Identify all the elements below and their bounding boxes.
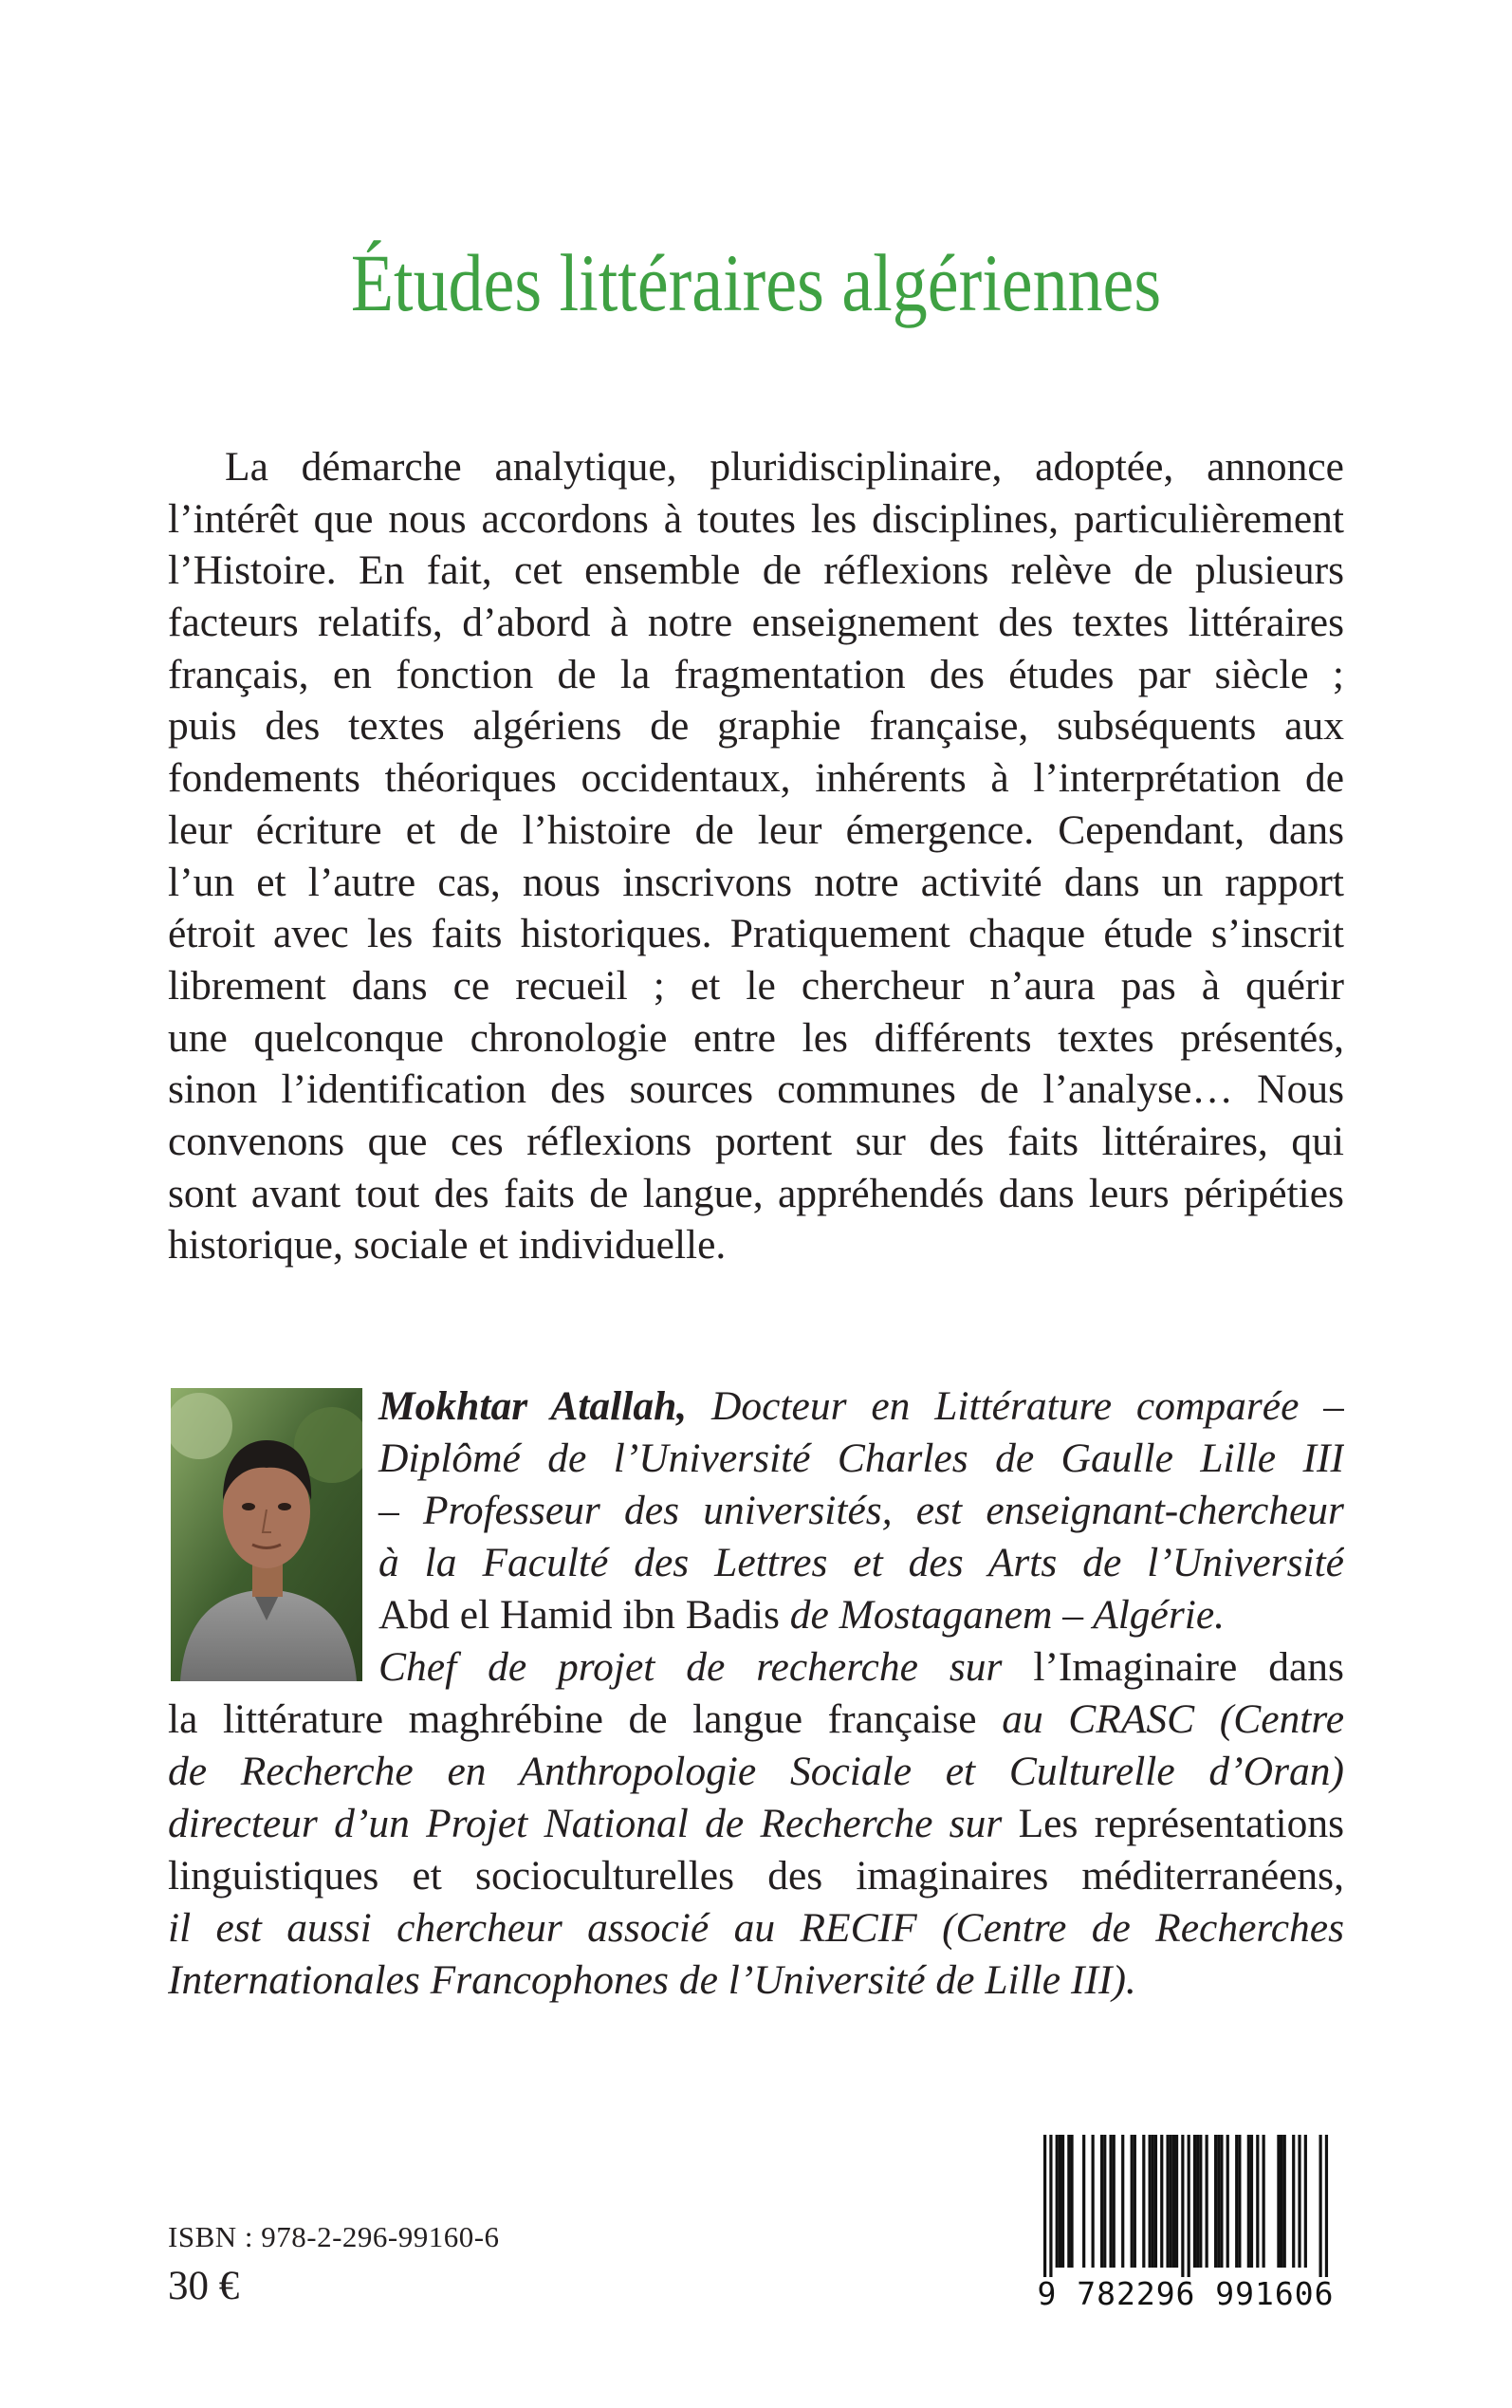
summary-line: convenons que ces réflexions portent sur des faits littéraires, qui <box>168 1118 1344 1164</box>
summary-line: l’un et l’autre cas, nous inscrivons notre activité dans un rapport <box>168 859 1344 905</box>
bio-line: linguistiques et socioculturelles des imaginaires méditerranéens, <box>168 1853 1344 1899</box>
barcode <box>1034 2135 1337 2315</box>
barcode-bar <box>1131 2135 1134 2268</box>
barcode-bar <box>1292 2135 1295 2268</box>
summary-line: puis des textes algériens de graphie française, subséquents aux <box>168 703 1344 750</box>
barcode-bar <box>1166 2135 1169 2268</box>
barcode-bar <box>1175 2135 1178 2268</box>
author-name: Mokhtar Atallah, <box>378 1383 688 1429</box>
summary-line: l’intérêt que nous accordons à toutes les disciplines, particulièrement <box>168 495 1344 542</box>
author-bio <box>168 1380 1344 2007</box>
barcode-bar <box>1152 2135 1154 2268</box>
barcode-bar <box>1134 2135 1136 2268</box>
barcode-bar <box>1149 2135 1152 2268</box>
barcode-bar <box>1304 2135 1307 2268</box>
barcode-bar <box>1100 2135 1103 2268</box>
barcode-bar <box>1235 2135 1238 2268</box>
barcode-bar <box>1067 2135 1070 2268</box>
price-text: 30 € <box>168 2264 240 2308</box>
barcode-bar <box>1061 2135 1064 2268</box>
barcode-bar <box>1172 2135 1175 2268</box>
barcode-bar <box>1238 2135 1241 2268</box>
summary-line: français, en fonction de la fragmentation des études par siècle ; <box>168 651 1344 697</box>
barcode-bar <box>1277 2135 1280 2268</box>
bio-line: Abd el Hamid ibn Badis de Mostaganem – Algérie. <box>378 1592 1226 1638</box>
summary-line: leur écriture et de l’histoire de leur émergence. Cependant, dans <box>168 806 1344 853</box>
barcode-bar <box>1181 2135 1184 2277</box>
barcode-bar <box>1160 2135 1163 2268</box>
barcode-bar <box>1256 2135 1259 2268</box>
bio-line: à la Faculté des Lettres et des Arts de l’Université <box>378 1540 1344 1585</box>
barcode-bar <box>1214 2135 1217 2268</box>
summary-line: sont avant tout des faits de langue, appréhendés dans leurs péripéties <box>168 1170 1344 1216</box>
summary-line: La démarche analytique, pluridisciplinaire, adoptée, annonce <box>225 444 1344 490</box>
summary-paragraph <box>168 441 1344 1271</box>
barcode-bars <box>1034 2135 1337 2277</box>
bio-line: Chef de projet de recherche sur l’Imaginaire dans <box>378 1644 1344 1690</box>
barcode-bar <box>1113 2135 1116 2268</box>
barcode-bar <box>1283 2135 1286 2268</box>
barcode-digits: 9 782296 991606 <box>1037 2275 1335 2312</box>
summary-line: l’Histoire. En fait, cet ensemble de réflexions relève de plusieurs <box>168 547 1344 594</box>
barcode-bar <box>1043 2135 1046 2277</box>
barcode-bar <box>1121 2135 1124 2268</box>
bio-line: directeur d’un Projet National de Recherche sur Les représentations <box>168 1801 1344 1846</box>
summary-line: fondements théoriques occidentaux, inhérents à l’interprétation de <box>168 755 1344 802</box>
bio-line: Internationales Francophones de l’Université de Lille III). <box>168 1957 1136 2003</box>
barcode-bar <box>1325 2135 1328 2277</box>
barcode-bar <box>1109 2135 1112 2268</box>
barcode-bar <box>1250 2135 1253 2268</box>
bio-line: Diplômé de l’Université Charles de Gaulle Lille III <box>378 1436 1344 1481</box>
barcode-bar <box>1199 2135 1202 2268</box>
barcode-bar <box>1056 2135 1059 2268</box>
summary-line: historique, sociale et individuelle. <box>168 1222 727 1269</box>
barcode-bar <box>1142 2135 1145 2268</box>
barcode-bar <box>1103 2135 1106 2268</box>
book-title: Études littéraires algériennes <box>350 237 1162 328</box>
barcode-bar <box>1220 2135 1223 2268</box>
bio-line: de Recherche en Anthropologie Sociale et Culturelle d’Oran) <box>168 1749 1344 1794</box>
bio-line: la littérature maghrébine de langue française au CRASC (Centre <box>168 1696 1344 1742</box>
barcode-bar <box>1059 2135 1061 2268</box>
barcode-bar <box>1170 2135 1172 2268</box>
barcode-bar <box>1319 2135 1322 2277</box>
barcode-bar <box>1049 2135 1052 2277</box>
barcode-bar <box>1188 2135 1190 2277</box>
summary-line: étroit avec les faits historiques. Pratiquement chaque étude s’inscrit <box>168 911 1344 957</box>
bio-line: il est aussi chercheur associé au RECIF (Centre de Recherches <box>168 1905 1344 1951</box>
barcode-bar <box>1193 2135 1196 2268</box>
bio-line: – Professeur des universités, est enseignant-chercheur <box>378 1488 1344 1533</box>
summary-line: une quelconque chronologie entre les différents textes présentés, <box>168 1014 1344 1061</box>
bio-line: Mokhtar Atallah, Docteur en Littérature comparée – <box>378 1383 1344 1429</box>
barcode-bar <box>1263 2135 1265 2268</box>
barcode-bar <box>1247 2135 1250 2268</box>
summary-line: sinon l’identification des sources communes de l’analyse… Nous <box>168 1066 1344 1113</box>
barcode-bar <box>1298 2135 1300 2268</box>
barcode-bar <box>1070 2135 1073 2268</box>
barcode-bar <box>1082 2135 1085 2268</box>
barcode-bar <box>1092 2135 1095 2268</box>
barcode-bar <box>1280 2135 1282 2268</box>
barcode-bar <box>1217 2135 1220 2268</box>
barcode-bar <box>1154 2135 1157 2268</box>
summary-line: librement dans ce recueil ; et le chercheur n’aura pas à quérir <box>168 962 1344 1009</box>
barcode-bar <box>1226 2135 1229 2268</box>
isbn-text: ISBN : 978-2-296-99160-6 <box>168 2220 500 2253</box>
summary-line: facteurs relatifs, d’abord à notre enseignement des textes littéraires <box>168 600 1344 646</box>
barcode-bar <box>1206 2135 1208 2268</box>
barcode-bar <box>1196 2135 1199 2268</box>
